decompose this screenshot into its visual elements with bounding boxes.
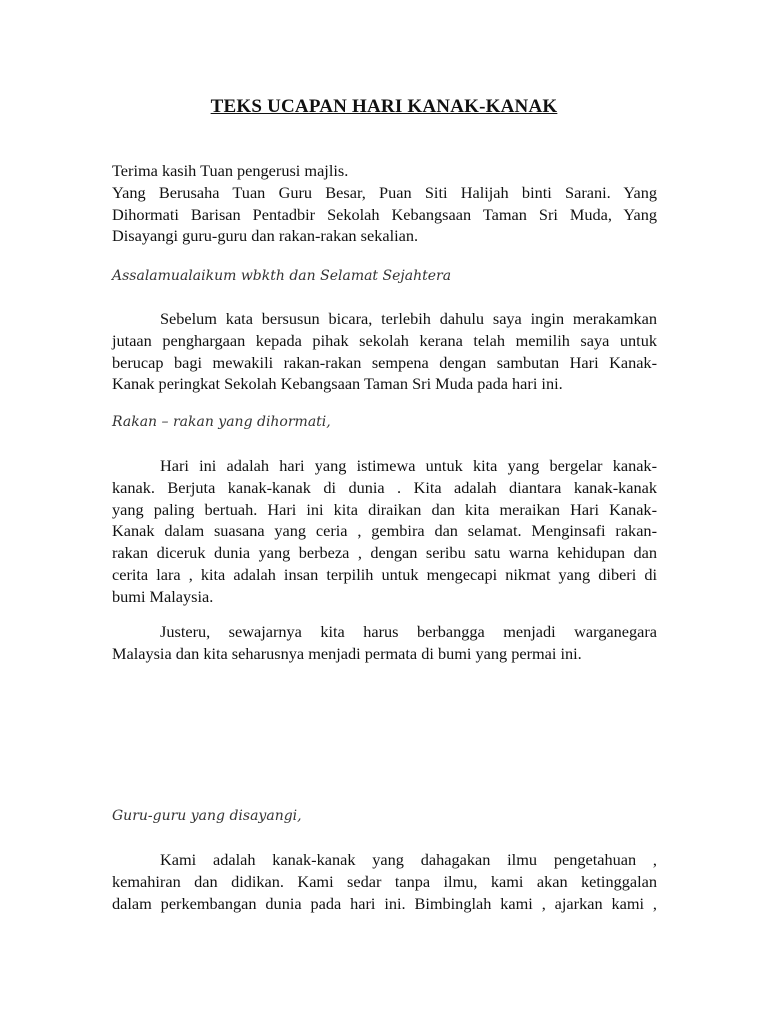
salam-greeting: Assalamualaikum wbkth dan Selamat Sejahtera <box>112 268 452 284</box>
paragraph-line: rakan diceruk dunia yang berbeza , dengan seribu satu warna kehidupan dan <box>112 543 657 563</box>
paragraph-line: kemahiran dan didikan. Kami sedar tanpa ilmu, kami akan ketinggalan <box>112 871 657 891</box>
opening-line: Dihormati Barisan Pentadbir Sekolah Kebangsaan Taman Sri Muda, Yang <box>112 204 657 224</box>
teachers-greeting: Guru-guru yang disayangi, <box>112 808 302 824</box>
paragraph-line: yang paling bertuah. Hari ini kita diraikan dan kita meraikan Hari Kanak- <box>112 499 657 519</box>
paragraph-line: kanak. Berjuta kanak-kanak di dunia . Kita adalah diantara kanak-kanak <box>112 477 657 497</box>
paragraph-line: dalam perkembangan dunia pada hari ini. Bimbinglah kami , ajarkan kami , <box>112 893 657 913</box>
paragraph-line: Sebelum kata bersusun bicara, terlebih dahulu saya ingin merakamkan <box>160 309 657 328</box>
friends-greeting: Rakan – rakan yang dihormati, <box>112 414 331 430</box>
paragraph-4 <box>112 849 657 914</box>
paragraph-3 <box>112 621 657 665</box>
paragraph-line: cerita lara , kita adalah insan terpilih untuk mengecapi nikmat yang diberi di <box>112 564 657 584</box>
opening-paragraph <box>112 160 657 247</box>
paragraph-2 <box>112 455 657 608</box>
paragraph-line: jutaan penghargaan kepada pihak sekolah kerana telah memilih saya untuk <box>112 330 657 350</box>
paragraph-line: Justeru, sewajarnya kita harus berbangga menjadi warganegara <box>160 622 657 641</box>
opening-line: Yang Berusaha Tuan Guru Besar, Puan Siti Halijah binti Sarani. Yang <box>112 182 657 202</box>
paragraph-line: Kami adalah kanak-kanak yang dahagakan ilmu pengetahuan , <box>160 850 657 869</box>
paragraph-1 <box>112 308 657 395</box>
paragraph-line: Kanak dalam suasana yang ceria , gembira dan selamat. Menginsafi rakan- <box>112 521 657 541</box>
paragraph-line: berucap bagi mewakili rakan-rakan sempena dengan sambutan Hari Kanak- <box>112 352 657 372</box>
paragraph-line: Kanak peringkat Sekolah Kebangsaan Taman Sri Muda pada hari ini. <box>112 374 563 394</box>
document-title: TEKS UCAPAN HARI KANAK-KANAK <box>210 96 558 117</box>
paragraph-line: Malaysia dan kita seharusnya menjadi permata di bumi yang permai ini. <box>112 643 582 663</box>
opening-line: Terima kasih Tuan pengerusi majlis. <box>112 161 349 180</box>
paragraph-line: bumi Malaysia. <box>112 586 214 606</box>
paragraph-line: Hari ini adalah hari yang istimewa untuk kita yang bergelar kanak- <box>160 456 657 475</box>
opening-line: Disayangi guru-guru dan rakan-rakan sekalian. <box>112 226 419 246</box>
